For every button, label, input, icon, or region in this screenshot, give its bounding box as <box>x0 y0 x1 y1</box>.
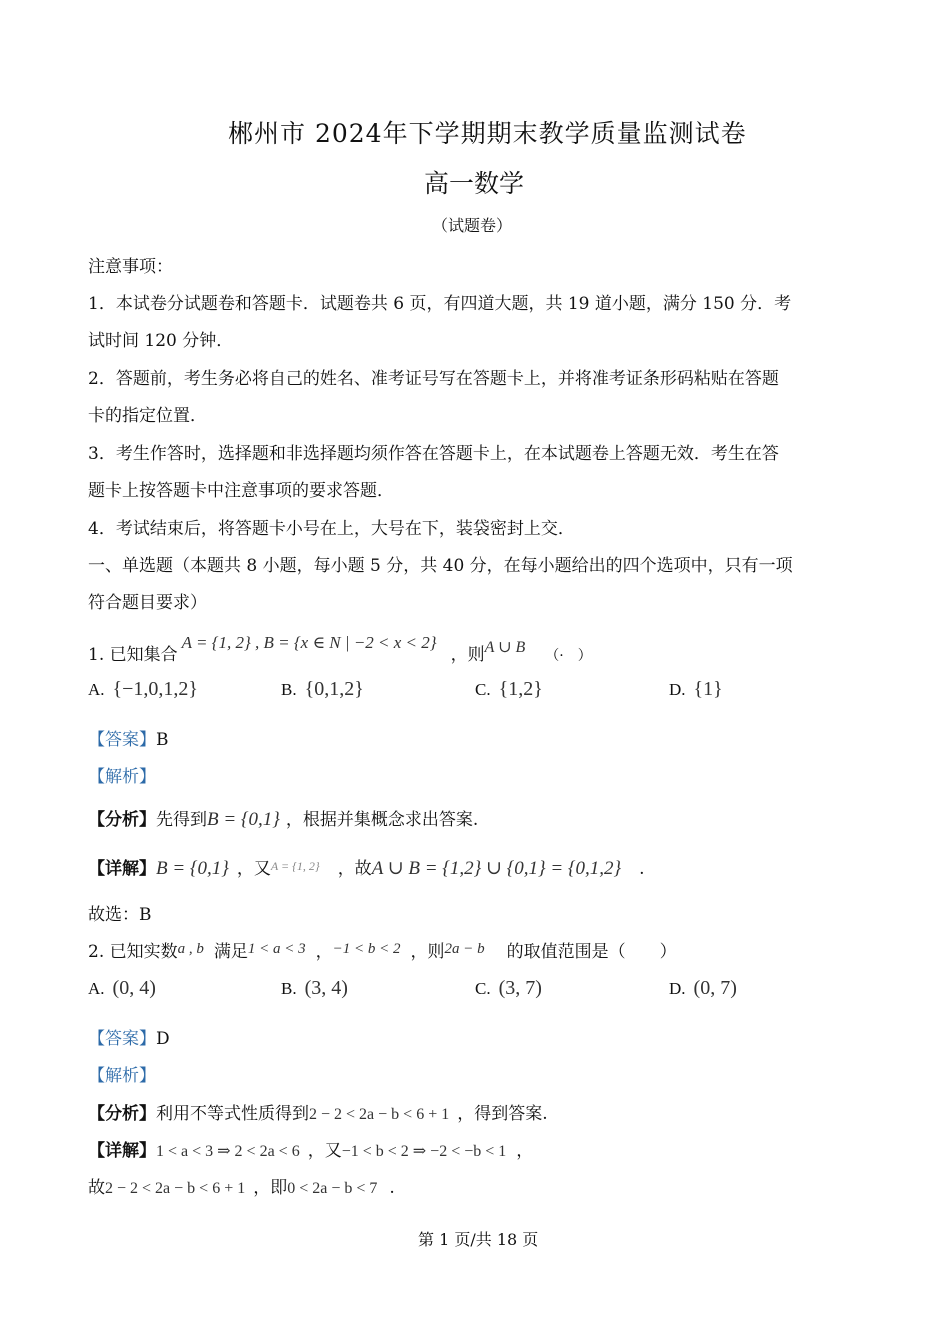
q2-stem-math-2: 1 < a < 3 <box>247 941 306 957</box>
q2-answer <box>88 1024 170 1049</box>
q1-fenxi-math: B = {0,1} <box>207 809 280 830</box>
notice-item-2-line-1: 2．答题前，考生务必将自己的姓名、准考证号写在答题卡上，并将准考证条形码粘贴在答题 <box>88 369 779 389</box>
q2-conclusion-math-2: 0 < 2a − b < 7 <box>287 1180 378 1197</box>
q2-xiangjie: 【详解】1 < a < 3 ⇒ 2 < 2a < 6 ，又−1 < b < 2 ⇒ −2 < −b < 1 ， <box>88 1141 534 1161</box>
q2-option-c: C. (3, 7) <box>475 977 542 999</box>
q1-xiangjie-math-1: B = {0,1} <box>156 858 229 879</box>
notice-item-4: 4．考试结束后，将答题卡小号在上，大号在下，装袋密封上交． <box>88 519 575 539</box>
q2-option-d: D. (0, 7) <box>669 977 737 999</box>
q1-option-a: A. {−1,0,1,2} <box>88 678 199 700</box>
section-heading-line-1: 一、单选题（本题共 8 小题，每小题 5 分，共 40 分，在每小题给出的四个选项中，只有一项 <box>88 556 793 576</box>
q1-stem-prefix: 1. 已知集合 <box>88 645 178 665</box>
q2-fenxi-tag: 【分析】 <box>88 1104 156 1124</box>
q2-fenxi: 【分析】利用不等式性质得到2 − 2 < 2a − b < 6 + 1 ，得到答案. <box>88 1104 548 1124</box>
q1-option-d: D. {1} <box>669 678 723 700</box>
q1-option-b: B. {0,1,2} <box>281 678 364 700</box>
notice-heading: 注意事项： <box>88 257 173 277</box>
q1-choice: 故选：B <box>88 905 152 925</box>
q1-xiangjie-math-2: A = {1, 2} <box>270 859 320 873</box>
q2-conclusion: 故2 − 2 < 2a − b < 6 + 1 ，即0 < 2a − b < 7 . <box>88 1178 395 1198</box>
section-heading-line-2: 符合题目要求） <box>88 593 207 613</box>
q1-stem-end: （· ） <box>545 648 592 664</box>
q2-conclusion-math-1: 2 − 2 < 2a − b < 6 + 1 <box>105 1180 246 1197</box>
q1-option-c: C. {1,2} <box>475 678 543 700</box>
question-1-stem <box>88 633 592 665</box>
q1-fenxi: 【分析】先得到B = {0,1} ，根据并集概念求出答案. <box>88 809 479 830</box>
notice-item-3-line-2: 题卡上按答题卡中注意事项的要求答题． <box>88 481 394 501</box>
q2-stem-math-1: a , b <box>177 941 204 957</box>
page-number: 第 1 页/共 18 页 <box>418 1230 539 1249</box>
q2-answer-tag: 【答案】 <box>88 1029 156 1049</box>
q1-xiangjie-math-3: A ∪ B = {1,2} ∪ {0,1} = {0,1,2} <box>371 858 622 879</box>
q1-answer-value: B <box>156 730 169 750</box>
q2-analysis-tag: 【解析】 <box>88 1066 156 1086</box>
q2-option-b: B. (3, 4) <box>281 977 348 999</box>
notice-item-1-line-2: 试时间 120 分钟． <box>88 331 234 351</box>
q2-option-a: A. (0, 4) <box>88 977 156 999</box>
q2-xiangjie-math-1: 1 < a < 3 ⇒ 2 < 2a < 6 <box>156 1143 300 1160</box>
page-title: 郴州市 2024年下学期期末教学质量监测试卷 <box>228 119 747 148</box>
paper-type: （试题卷） <box>432 216 513 235</box>
q1-analysis-tag: 【解析】 <box>88 767 156 787</box>
page-subtitle: 高一数学 <box>424 169 525 198</box>
q1-xiangjie: 【详解】B = {0,1} ，又$^{A = \{1, 2\}}$ ，故A ∪ B = {1,2} ∪ {0,1} = {0,1,2} . <box>88 858 645 879</box>
q1-fenxi-tag: 【分析】 <box>88 810 156 830</box>
q2-fenxi-math: 2 − 2 < 2a − b < 6 + 1 <box>309 1106 450 1123</box>
q2-stem-math-4: 2a − b <box>444 941 485 957</box>
q1-answer-tag: 【答案】 <box>88 730 156 750</box>
q2-xiangjie-tag: 【详解】 <box>88 1141 156 1161</box>
q2-stem-math-3: −1 < b < 2 <box>332 941 401 957</box>
notice-item-2-line-2: 卡的指定位置． <box>88 406 207 426</box>
question-2-stem: 2. 已知实数a , b 满足1 < a < 3 ，−1 < b < 2 ，则2a − b 的取值范围是（ ） <box>88 941 677 962</box>
notice-item-1-line-1: 1．本试卷分试题卷和答题卡．试题卷共 6 页，有四道大题，共 19 道小题，满分 150 分．考 <box>88 294 792 314</box>
q1-answer <box>88 725 169 750</box>
q1-stem-mid: ，则 <box>450 645 485 665</box>
q1-stem-math-2: A ∪ B <box>484 639 526 656</box>
q2-xiangjie-math-2: −1 < b < 2 ⇒ −2 < −b < 1 <box>341 1143 507 1160</box>
q1-xiangjie-tag: 【详解】 <box>88 859 156 879</box>
q1-stem-math: A = {1, 2} , B = {x ∈ N | −2 < x < 2} <box>181 633 437 652</box>
notice-item-3-line-1: 3．考生作答时，选择题和非选择题均须作答在答题卡上，在本试题卷上答题无效．考生在答 <box>88 444 779 464</box>
q2-answer-value: D <box>156 1029 170 1049</box>
